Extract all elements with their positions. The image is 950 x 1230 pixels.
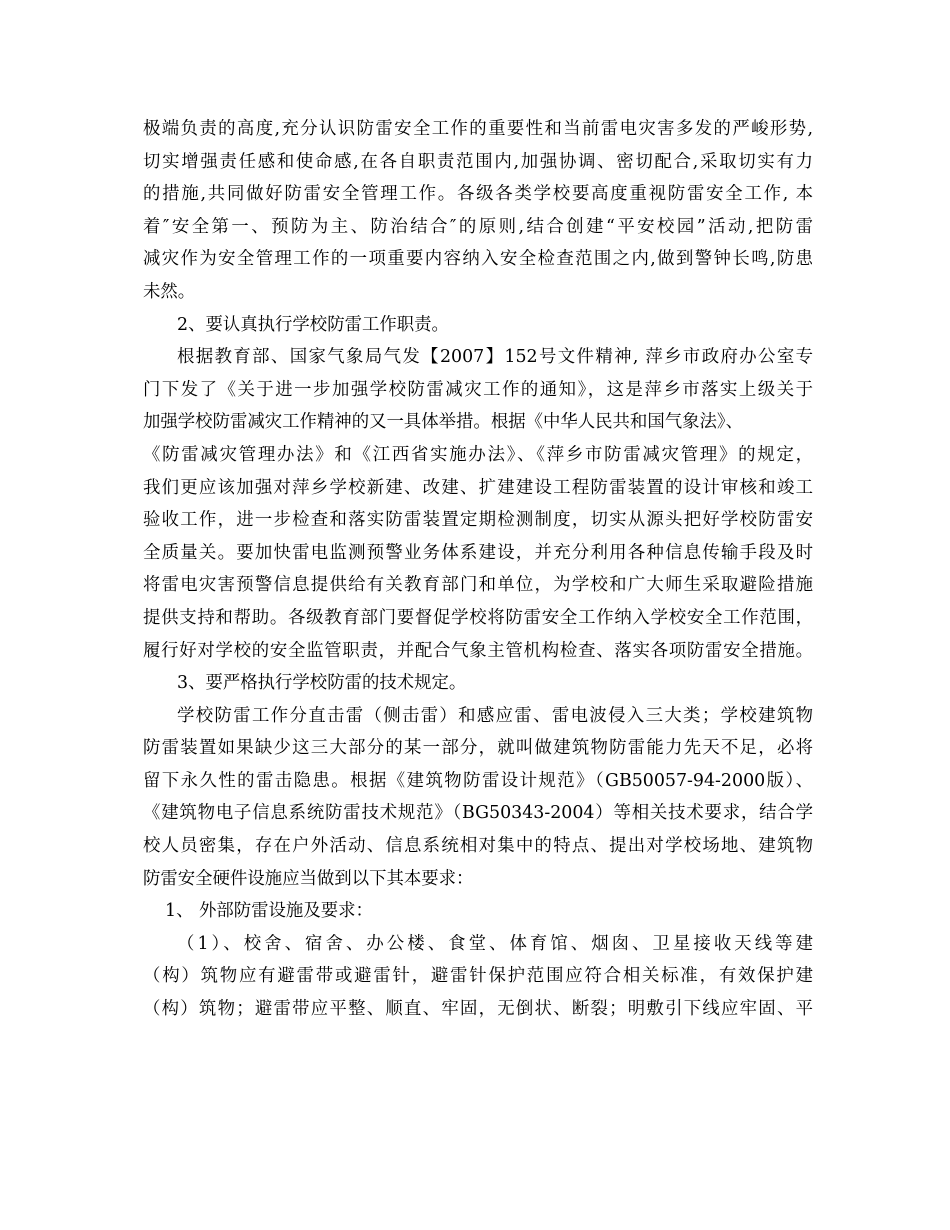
text-line: （构）筑物应有避雷带或避雷针，避雷针保护范围应符合相关标准，有效保护建 [143,966,813,987]
text-line: 防雷安全硬件设施应当做到以下其本要求： [143,868,474,889]
text-line: 校人员密集，存在户外活动、信息系统相对集中的特点、提出对学校场地、建筑物 [143,836,813,857]
list-heading: 1、 外部防雷设施及要求： [165,901,373,922]
text-line: 留下永久性的雷击隐患。根据《建筑物防雷设计规范》（GB50057-94-2000版）、 [143,770,813,791]
text-line: 加强学校防雷减灾工作精神的又一具体举措。根据《中华人民共和国气象法》、 [143,412,743,433]
section-heading: 3、要严格执行学校防雷的技术规定。 [177,673,467,694]
text-line: 极端负责的高度,充分认识防雷安全工作的重要性和当前雷电灾害多发的严峻形势, [143,119,813,139]
text-line: 履行好对学校的安全监管职责，并配合气象主管机构检查、落实各项防雷安全措施。 [143,640,813,661]
text-line: （构）筑物；避雷带应平整、顺直、牢固，无倒状、断裂；明敷引下线应牢固、平 [143,999,813,1020]
text-line: 验收工作，进一步检查和落实防雷装置定期检测制度，切实从源头把好学校防雷安 [143,510,813,531]
text-line: 未然。 [143,281,196,302]
text-line: 全质量关。要加快雷电监测预警业务体系建设，并充分利用各种信息传输手段及时 [143,542,813,563]
text-line: 根据教育部、国家气象局气发【2007】152号文件精神, 萍乡市政府办公室专 [177,347,813,368]
text-line: 减灾作为安全管理工作的一项重要内容纳入安全检查范围之内,做到警钟长鸣,防患 [143,249,813,270]
text-line: 我们更应该加强对萍乡学校新建、改建、扩建建设工程防雷装置的设计审核和竣工 [143,477,813,498]
body-text [143,113,813,1026]
text-line: 《建筑物电子信息系统防雷技术规范》（BG50343-2004）等相关技术要求，结合学 [143,803,813,824]
text-line: 门下发了《关于进一步加强学校防雷减灾工作的通知》，这是萍乡市落实上级关于 [143,379,813,400]
text-line: 防雷装置如果缺少这三大部分的某一部分，就叫做建筑物防雷能力先天不足，必将 [143,738,813,759]
text-line: 学校防雷工作分直击雷（侧击雷）和感应雷、雷电波侵入三大类；学校建筑物 [177,705,813,726]
text-line: （1）、校舍、宿舍、办公楼、食堂、体育馆、烟囱、卫星接收天线等建 [177,933,813,954]
text-line: 的措施,共同做好防雷安全管理工作。各级各类学校要高度重视防雷安全工作, 本 [143,184,813,205]
text-line: 提供支持和帮助。各级教育部门要督促学校将防雷安全工作纳入学校安全工作范围， [143,607,813,628]
text-line: 着″安全第一、预防为主、防治结合″的原则,结合创建“平安校园”活动,把防雷 [143,216,813,237]
text-line: 切实增强责任感和使命感,在各自职责范围内,加强协调、密切配合,采取切实有力 [143,151,813,172]
section-heading: 2、要认真执行学校防雷工作职责。 [177,314,449,335]
text-line: 《防雷减灾管理办法》和《江西省实施办法》、《萍乡市防雷减灾管理》的规定， [143,444,813,465]
text-line: 将雷电灾害预警信息提供给有关教育部门和单位，为学校和广大师生采取避险措施 [143,575,813,596]
